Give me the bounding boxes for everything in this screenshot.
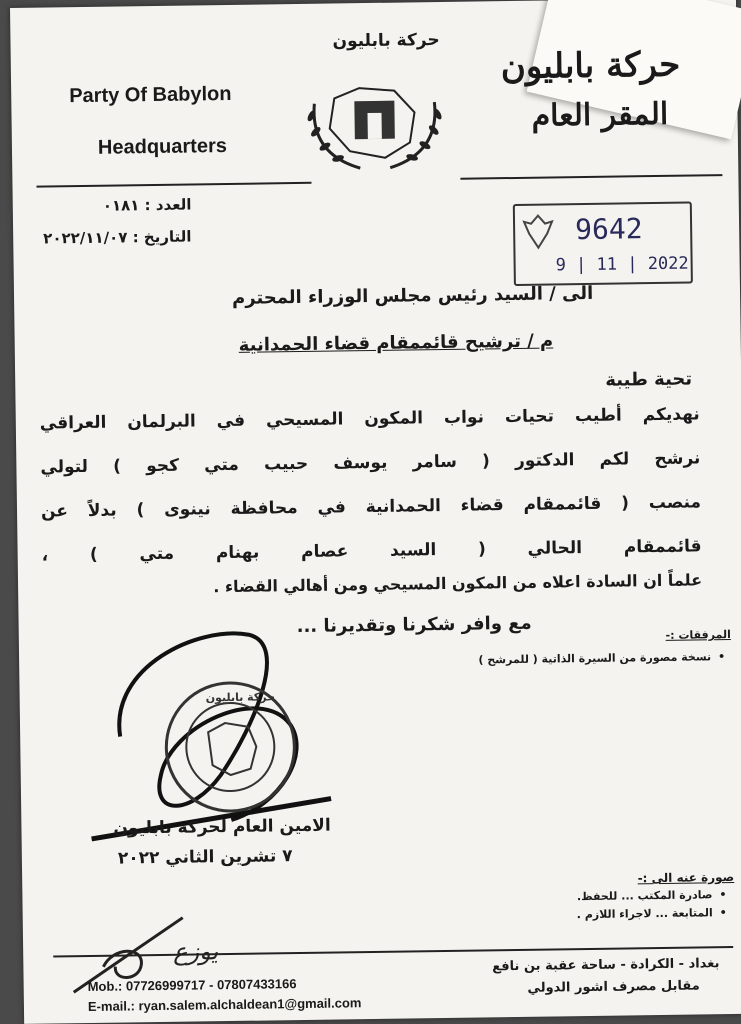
seal-text: حركة بابليون <box>205 690 276 705</box>
body-line-4: قائممقام الحالي ( السيد عصام بهنام متي ) ، <box>41 536 702 566</box>
handwritten-note: يوزع <box>172 937 219 966</box>
body-line-3: منصب ( قائممقام قضاء الحمدانية في محافظة نينوى ) بدلاً عن <box>40 492 702 522</box>
logo-caption: حركة بابليون <box>332 30 440 52</box>
header-divider-left <box>36 182 311 188</box>
document-date: التاريخ : ٢٠٢٢/١١/٠٧ <box>43 227 192 248</box>
copies-item-1: • صادرة المكتب ... للحفظ. <box>577 888 713 903</box>
closing-line: مع وافر شكرنا وتقديرنا ... <box>296 612 532 638</box>
footer-address-2: مقابل مصرف اشور الدولي <box>527 978 700 996</box>
header-divider-right <box>460 174 722 180</box>
copies-title: صورة عنه الى :- <box>637 869 735 886</box>
body-line-1: نهديكم أطيب تحيات نواب المكون المسيحي في البرلمان العراقي <box>39 404 700 434</box>
stamp-number: 9642 <box>574 212 643 247</box>
footer-address-1: بغداد - الكرادة - ساحة عقبة بن نافع <box>492 956 720 975</box>
eagle-emblem-icon <box>521 211 556 251</box>
body-line-5: علماً ان السادة اعلاه من المكون المسيحي ومن أهالي القضاء . <box>213 570 703 597</box>
footer-email: E-mail.: ryan.salem.alchaldean1@gmail.com <box>87 995 362 1015</box>
body-line-2: نرشح لكم الدكتور ( سامر يوسف حبيب متي كجو ) لتولي <box>40 448 701 478</box>
party-name-ar: حركة بابليون <box>500 44 681 88</box>
letter-page <box>10 0 741 1024</box>
headquarters-ar: المقر العام <box>531 96 669 134</box>
footer-mobile: Mob.: 07726999717 - 07807433166 <box>87 976 297 995</box>
greeting: تحية طيبة <box>605 368 693 391</box>
document-number: العدد : ٠١٨١ <box>102 195 192 215</box>
recipient-line: الى / السيد رئيس مجلس الوزراء المحترم <box>231 282 594 309</box>
signatory-title: الامين العام لحركة بابليون <box>113 815 331 839</box>
party-name-en: Party Of Babylon <box>69 82 232 108</box>
attachments-item: • نسخة مصورة من السيرة الذاتية ( للمرشح ) <box>478 650 711 666</box>
party-logo <box>289 42 461 184</box>
stamp-date: 9 | 11 | 2022 <box>555 253 689 276</box>
copies-item-2: • المتابعة ... لاجراء اللازم . <box>577 906 713 921</box>
subject-line: م / ترشيح قائممقام قضاء الحمدانية <box>238 330 554 356</box>
attachments-title: المرفقات :- <box>665 627 731 642</box>
received-stamp <box>513 201 693 285</box>
signature-date: ٧ تشرين الثاني ٢٠٢٢ <box>117 846 293 869</box>
headquarters-en: Headquarters <box>97 134 228 159</box>
